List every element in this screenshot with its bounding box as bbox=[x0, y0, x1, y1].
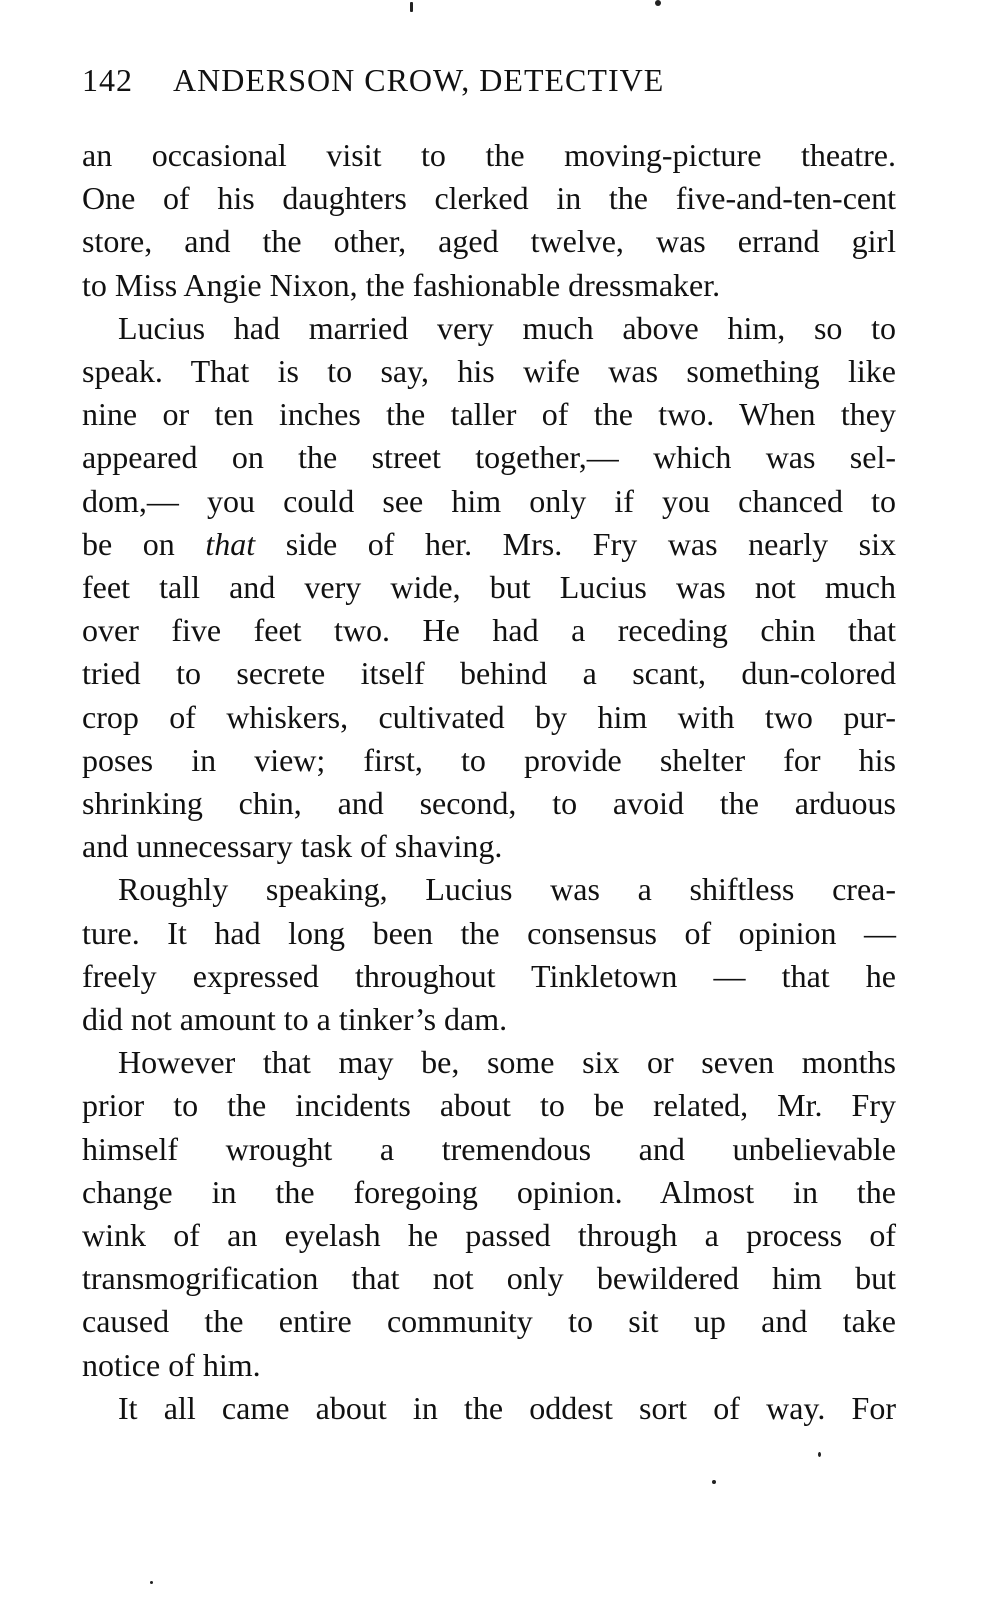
running-head bbox=[82, 62, 902, 99]
text-line: However that may be, some six or seven months bbox=[118, 1044, 896, 1081]
text-line: caused the entire community to sit up and take bbox=[82, 1303, 896, 1340]
body-text bbox=[82, 134, 896, 1430]
text-line: did not amount to a tinker’s dam. bbox=[82, 1001, 508, 1038]
text-line: an occasional visit to the moving-picture theatre. bbox=[82, 137, 896, 173]
text-line: Roughly speaking, Lucius was a shiftless crea- bbox=[118, 871, 896, 908]
text-line: transmogrification that not only bewildered him but bbox=[82, 1260, 896, 1297]
text-line: prior to the incidents about to be related, Mr. Fry bbox=[82, 1087, 896, 1124]
text-line: nine or ten inches the taller of the two. When they bbox=[82, 396, 896, 433]
scan-speck bbox=[818, 1452, 821, 1457]
text-line: Lucius had married very much above him, so to bbox=[118, 309, 896, 346]
text-line: over five feet two. He had a receding chin that bbox=[82, 612, 896, 649]
text-line: shrinking chin, and second, to avoid the arduous bbox=[82, 785, 896, 822]
text-line: ture. It had long been the consensus of opinion — bbox=[82, 914, 896, 951]
text-line: notice of him. bbox=[82, 1346, 261, 1383]
text-line: feet tall and very wide, but Lucius was not much bbox=[82, 569, 896, 606]
scan-speck bbox=[150, 1581, 153, 1584]
paragraph-3 bbox=[82, 868, 896, 1041]
text-line: One of his daughters clerked in the five-and-ten-cent bbox=[82, 180, 896, 217]
scan-speck bbox=[655, 0, 661, 6]
text-line: store, and the other, aged twelve, was errand girl bbox=[82, 223, 896, 260]
page-number: 142 bbox=[82, 62, 133, 98]
paragraph-5 bbox=[82, 1387, 896, 1430]
text-line: dom,— you could see him only if you chanced to bbox=[82, 482, 896, 519]
text-line: and unnecessary task of shaving. bbox=[82, 828, 503, 865]
text-line: speak. That is to say, his wife was something like bbox=[82, 353, 896, 390]
paragraph-1 bbox=[82, 134, 896, 307]
text-line: poses in view; first, to provide shelter for his bbox=[82, 741, 896, 778]
text-line: tried to secrete itself behind a scant, dun-colored bbox=[82, 655, 896, 692]
text-line: It all came about in the oddest sort of way. For bbox=[118, 1389, 896, 1426]
text-line: appeared on the street together,— which was sel- bbox=[82, 439, 896, 476]
paragraph-2 bbox=[82, 307, 896, 869]
text-line: crop of whiskers, cultivated by him with two pur- bbox=[82, 698, 896, 735]
text-line-italic: be on that side of her. Mrs. Fry was nearly six bbox=[82, 525, 897, 562]
text-line: freely expressed throughout Tinkletown — that he bbox=[82, 957, 896, 994]
paragraph-4 bbox=[82, 1041, 896, 1387]
scan-speck bbox=[410, 2, 413, 12]
text-line: himself wrought a tremendous and unbelievable bbox=[82, 1130, 896, 1167]
text-line: wink of an eyelash he passed through a process of bbox=[82, 1217, 896, 1254]
text-line: to Miss Angie Nixon, the fashionable dressmaker. bbox=[82, 266, 721, 303]
text-line: change in the foregoing opinion. Almost in the bbox=[82, 1173, 896, 1210]
scan-speck bbox=[712, 1480, 716, 1484]
italic-emphasis: that bbox=[205, 525, 256, 562]
running-title: ANDERSON CROW, DETECTIVE bbox=[173, 62, 665, 98]
